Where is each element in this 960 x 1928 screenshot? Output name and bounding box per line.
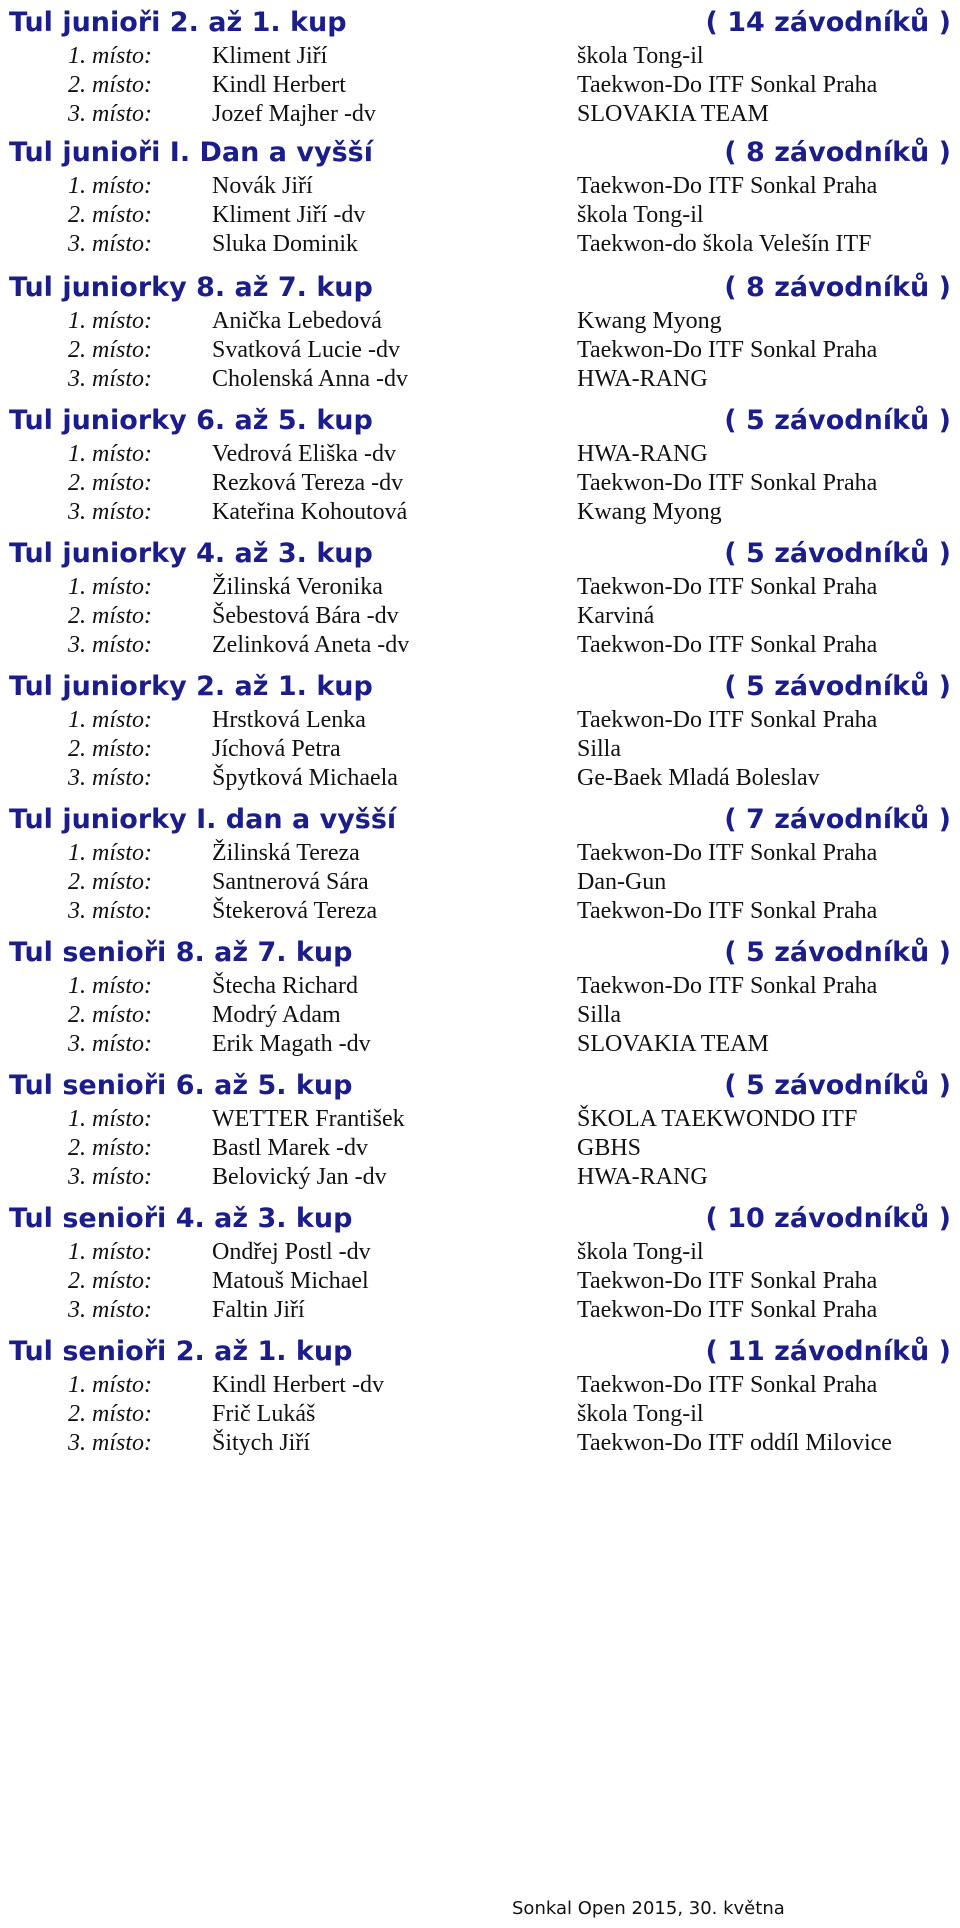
competitor-name: Santnerová Sára <box>212 869 369 895</box>
competitor-name: Šitych Jiří <box>212 1430 311 1456</box>
placement-label: 3. místo: <box>68 765 152 791</box>
placement-label: 3. místo: <box>68 366 152 392</box>
result-row <box>0 894 960 928</box>
category-header <box>0 1069 960 1103</box>
club-name: Taekwon-Do ITF Sonkal Praha <box>577 898 878 924</box>
competitor-name: Špytková Michaela <box>212 765 398 791</box>
competitor-count: ( 5 závodníků ) <box>724 671 951 702</box>
club-name: Silla <box>577 736 622 762</box>
competitor-name: Kliment Jiří -dv <box>212 202 366 228</box>
placement-label: 2. místo: <box>68 1401 152 1427</box>
club-name: HWA-RANG <box>577 1164 708 1190</box>
placement-label: 1. místo: <box>68 973 152 999</box>
competitor-count: ( 14 závodníků ) <box>705 7 951 38</box>
competitor-name: WETTER František <box>212 1106 405 1132</box>
placement-label: 1. místo: <box>68 1239 152 1265</box>
competitor-name: Žilinská Tereza <box>212 840 360 866</box>
competitor-count: ( 10 závodníků ) <box>705 1203 951 1234</box>
category-header <box>0 1335 960 1369</box>
placement-label: 2. místo: <box>68 470 152 496</box>
result-row <box>0 227 960 261</box>
club-name: Taekwon-Do ITF Sonkal Praha <box>577 1372 878 1398</box>
placement-label: 3. místo: <box>68 231 152 257</box>
placement-label: 1. místo: <box>68 43 152 69</box>
category-title: Tul juniorky I. dan a vyšší <box>9 804 397 835</box>
category-header <box>0 271 960 305</box>
competitor-count: ( 8 závodníků ) <box>724 137 951 168</box>
club-name: SLOVAKIA TEAM <box>577 101 769 127</box>
club-name: Taekwon-Do ITF Sonkal Praha <box>577 973 878 999</box>
result-row <box>0 1293 960 1327</box>
placement-label: 2. místo: <box>68 869 152 895</box>
competitor-name: Frič Lukáš <box>212 1401 316 1427</box>
competitor-name: Cholenská Anna -dv <box>212 366 408 392</box>
club-name: Taekwon-Do ITF Sonkal Praha <box>577 840 878 866</box>
competitor-name: Anička Lebedová <box>212 308 382 334</box>
placement-label: 3. místo: <box>68 101 152 127</box>
competitor-count: ( 5 závodníků ) <box>724 405 951 436</box>
competitor-name: Novák Jiří <box>212 173 313 199</box>
placement-label: 1. místo: <box>68 574 152 600</box>
competitor-count: ( 5 závodníků ) <box>724 937 951 968</box>
club-name: škola Tong-il <box>577 43 704 69</box>
competitor-name: Faltin Jiří <box>212 1297 305 1323</box>
placement-label: 2. místo: <box>68 337 152 363</box>
placement-label: 1. místo: <box>68 441 152 467</box>
club-name: HWA-RANG <box>577 441 708 467</box>
club-name: Taekwon-Do ITF Sonkal Praha <box>577 173 878 199</box>
competitor-name: Rezková Tereza -dv <box>212 470 404 496</box>
competitor-name: Jozef Majher -dv <box>212 101 376 127</box>
category-header <box>0 537 960 571</box>
competitor-name: Bastl Marek -dv <box>212 1135 368 1161</box>
club-name: škola Tong-il <box>577 1401 704 1427</box>
placement-label: 2. místo: <box>68 1268 152 1294</box>
result-row <box>0 97 960 131</box>
competitor-name: Matouš Michael <box>212 1268 369 1294</box>
competitor-name: Ondřej Postl -dv <box>212 1239 371 1265</box>
placement-label: 2. místo: <box>68 72 152 98</box>
club-name: Dan-Gun <box>577 869 667 895</box>
club-name: Taekwon-do škola Velešín ITF <box>577 231 872 257</box>
category-title: Tul juniorky 8. až 7. kup <box>9 272 373 303</box>
club-name: Taekwon-Do ITF Sonkal Praha <box>577 1268 878 1294</box>
competitor-name: Kateřina Kohoutová <box>212 499 408 525</box>
placement-label: 1. místo: <box>68 1372 152 1398</box>
placement-label: 1. místo: <box>68 1106 152 1132</box>
result-row <box>0 628 960 662</box>
club-name: Silla <box>577 1002 622 1028</box>
result-row <box>0 495 960 529</box>
club-name: Ge-Baek Mladá Boleslav <box>577 765 820 791</box>
category-title: Tul juniorky 2. až 1. kup <box>9 671 373 702</box>
competitor-name: Kindl Herbert -dv <box>212 1372 384 1398</box>
club-name: Taekwon-Do ITF Sonkal Praha <box>577 574 878 600</box>
competitor-name: Žilinská Veronika <box>212 574 383 600</box>
club-name: Taekwon-Do ITF Sonkal Praha <box>577 1297 878 1323</box>
placement-label: 2. místo: <box>68 1135 152 1161</box>
competitor-name: Štecha Richard <box>212 973 358 999</box>
competitor-name: Erik Magath -dv <box>212 1031 371 1057</box>
category-header <box>0 936 960 970</box>
category-title: Tul senioři 8. až 7. kup <box>9 937 353 968</box>
category-title: Tul junioři I. Dan a vyšší <box>9 137 373 168</box>
result-row <box>0 761 960 795</box>
competitor-name: Hrstková Lenka <box>212 707 366 733</box>
category-title: Tul senioři 6. až 5. kup <box>9 1070 353 1101</box>
competitor-count: ( 11 závodníků ) <box>705 1336 951 1367</box>
competitor-name: Šebestová Bára -dv <box>212 603 399 629</box>
placement-label: 2. místo: <box>68 1002 152 1028</box>
competitor-name: Modrý Adam <box>212 1002 341 1028</box>
club-name: škola Tong-il <box>577 1239 704 1265</box>
club-name: Karviná <box>577 603 655 629</box>
competitor-count: ( 5 závodníků ) <box>724 538 951 569</box>
club-name: Taekwon-Do ITF Sonkal Praha <box>577 470 878 496</box>
result-row <box>0 1426 960 1460</box>
competitor-name: Svatková Lucie -dv <box>212 337 400 363</box>
club-name: Taekwon-Do ITF Sonkal Praha <box>577 632 878 658</box>
club-name: Kwang Myong <box>577 308 722 334</box>
club-name: SLOVAKIA TEAM <box>577 1031 769 1057</box>
club-name: Taekwon-Do ITF Sonkal Praha <box>577 337 878 363</box>
competitor-count: ( 8 závodníků ) <box>724 272 951 303</box>
club-name: škola Tong-il <box>577 202 704 228</box>
category-title: Tul junioři 2. až 1. kup <box>9 7 347 38</box>
category-title: Tul juniorky 6. až 5. kup <box>9 405 373 436</box>
category-title: Tul senioři 4. až 3. kup <box>9 1203 353 1234</box>
category-title: Tul juniorky 4. až 3. kup <box>9 538 373 569</box>
competitor-count: ( 7 závodníků ) <box>724 804 951 835</box>
competitor-name: Vedrová Eliška -dv <box>212 441 396 467</box>
club-name: GBHS <box>577 1135 642 1161</box>
category-header <box>0 136 960 170</box>
placement-label: 3. místo: <box>68 499 152 525</box>
club-name: HWA-RANG <box>577 366 708 392</box>
club-name: Taekwon-Do ITF Sonkal Praha <box>577 707 878 733</box>
competitor-name: Kindl Herbert <box>212 72 346 98</box>
category-title: Tul senioři 2. až 1. kup <box>9 1336 353 1367</box>
club-name: ŠKOLA TAEKWONDO ITF <box>577 1106 858 1132</box>
placement-label: 3. místo: <box>68 1164 152 1190</box>
placement-label: 2. místo: <box>68 736 152 762</box>
placement-label: 3. místo: <box>68 1031 152 1057</box>
competitor-name: Kliment Jiří <box>212 43 328 69</box>
club-name: Taekwon-Do ITF oddíl Milovice <box>577 1430 892 1456</box>
placement-label: 1. místo: <box>68 840 152 866</box>
category-header <box>0 404 960 438</box>
competitor-name: Jíchová Petra <box>212 736 341 762</box>
club-name: Kwang Myong <box>577 499 722 525</box>
placement-label: 1. místo: <box>68 308 152 334</box>
placement-label: 1. místo: <box>68 173 152 199</box>
placement-label: 3. místo: <box>68 632 152 658</box>
competitor-count: ( 5 závodníků ) <box>724 1070 951 1101</box>
competitor-name: Štekerová Tereza <box>212 898 378 924</box>
category-header <box>0 1202 960 1236</box>
competitor-name: Sluka Dominik <box>212 231 359 257</box>
placement-label: 3. místo: <box>68 1430 152 1456</box>
placement-label: 2. místo: <box>68 202 152 228</box>
result-row <box>0 1160 960 1194</box>
placement-label: 3. místo: <box>68 898 152 924</box>
result-row <box>0 1027 960 1061</box>
category-header <box>0 670 960 704</box>
category-header <box>0 6 960 40</box>
placement-label: 3. místo: <box>68 1297 152 1323</box>
result-row <box>0 362 960 396</box>
club-name: Taekwon-Do ITF Sonkal Praha <box>577 72 878 98</box>
placement-label: 2. místo: <box>68 603 152 629</box>
page-footer: Sonkal Open 2015, 30. května <box>512 1898 785 1919</box>
competitor-name: Belovický Jan -dv <box>212 1164 387 1190</box>
category-header <box>0 803 960 837</box>
placement-label: 1. místo: <box>68 707 152 733</box>
competitor-name: Zelinková Aneta -dv <box>212 632 410 658</box>
